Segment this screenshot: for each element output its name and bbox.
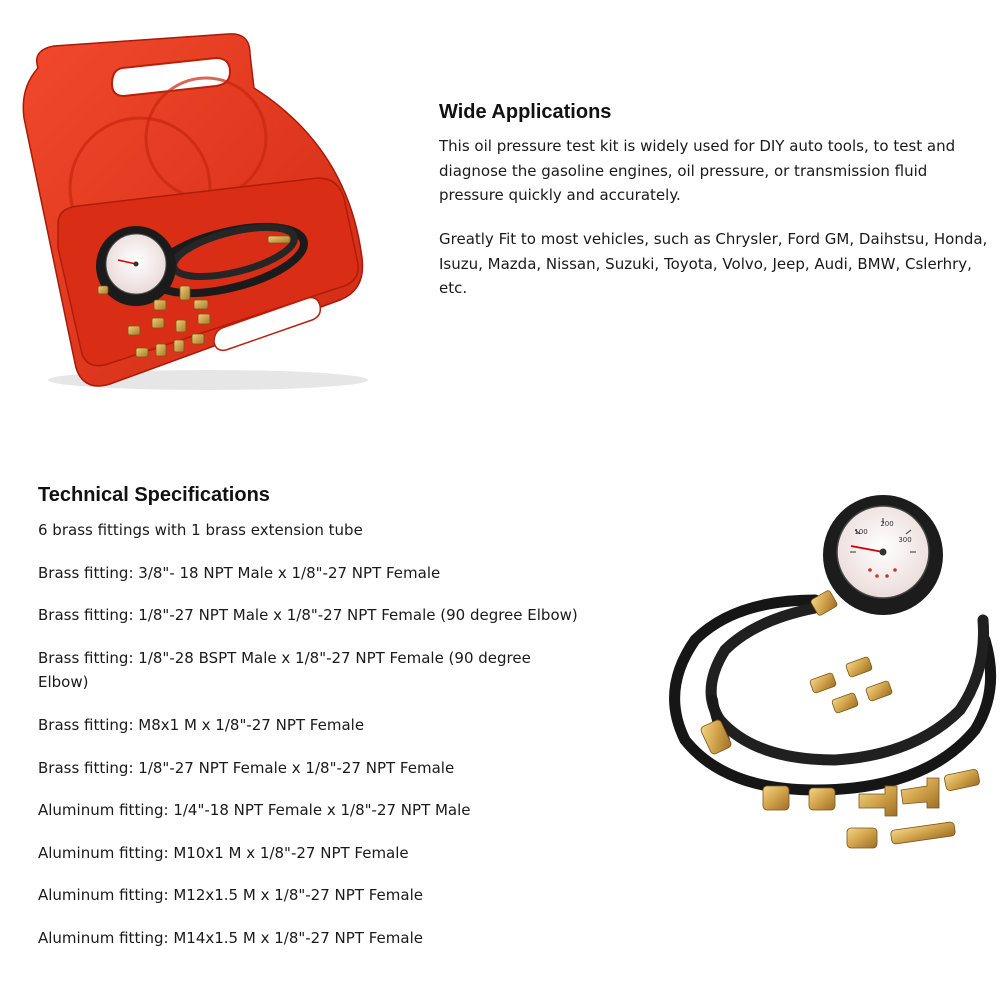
spec-item: Brass fitting: M8x1 M x 1/8"-27 NPT Female (38, 716, 365, 734)
carrying-case-image (18, 28, 370, 394)
spec-item: Aluminum fitting: M10x1 M x 1/8"-27 NPT Female (38, 844, 409, 862)
wide-applications-title: Wide Applications (439, 101, 612, 123)
technical-specifications-title: Technical Specifications (38, 484, 270, 506)
pressure-gauge-kit-image (665, 490, 1000, 860)
spec-item: Brass fitting: 3/8"- 18 NPT Male x 1/8"-27 NPT Female (38, 564, 441, 582)
gauge-tick-label: 100 (854, 528, 868, 536)
wide-applications-paragraph-2: Greatly Fit to most vehicles, such as Chrysler, Ford GM, Daihstsu, Honda, Isuzu, Mazda, Nissan, Suzuki, Toyota, Volvo, Jeep, Audi, BMW, Cslerhry, etc. (439, 230, 988, 297)
spec-item: Aluminum fitting: M12x1.5 M x 1/8"-27 NPT Female (38, 886, 423, 904)
spec-item: Aluminum fitting: 1/4"-18 NPT Female x 1/8"-27 NPT Male (38, 801, 471, 819)
spec-item: Brass fitting: 1/8"-28 BSPT Male x 1/8"-27 NPT Female (90 degree Elbow) (38, 649, 531, 691)
gauge-tick-label: 200 (880, 520, 894, 528)
wide-applications-paragraph-1: This oil pressure test kit is widely used for DIY auto tools, to test and diagnose the gasoline engines, oil pressure, or transmission fluid pressure quickly and accurately. (439, 137, 956, 204)
spec-item: Brass fitting: 1/8"-27 NPT Male x 1/8"-27 NPT Female (90 degree Elbow) (38, 606, 578, 624)
spec-item: 6 brass fittings with 1 brass extension tube (38, 521, 363, 539)
spec-item: Brass fitting: 1/8"-27 NPT Female x 1/8"-27 NPT Female (38, 759, 455, 777)
gauge-tick-label: 300 (898, 536, 912, 544)
spec-item: Aluminum fitting: M14x1.5 M x 1/8"-27 NPT Female (38, 929, 423, 947)
